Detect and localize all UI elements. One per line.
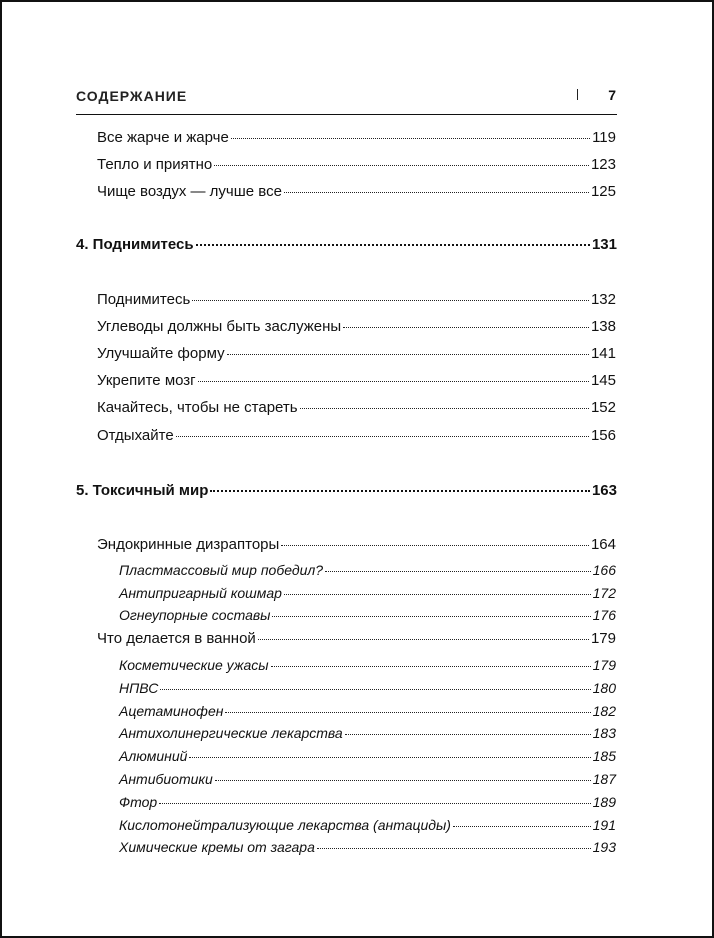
toc-entry-title: Качайтесь, чтобы не стареть bbox=[97, 399, 298, 416]
dot-leader bbox=[160, 689, 590, 690]
toc-entry-section bbox=[97, 345, 616, 362]
toc-entry-title: Пластмассовый мир победил? bbox=[119, 562, 324, 578]
toc-entry-subsection bbox=[119, 607, 616, 623]
toc-entry-title: Укрепите мозг bbox=[97, 372, 196, 389]
toc-entry-chapter bbox=[76, 236, 617, 253]
dot-leader bbox=[272, 616, 590, 617]
dot-leader bbox=[196, 244, 590, 246]
dot-leader bbox=[271, 666, 591, 667]
toc-entry-title: Фтор bbox=[119, 794, 158, 810]
toc-entry-title: Косметические ужасы bbox=[119, 657, 269, 673]
toc-entry-page: 152 bbox=[590, 399, 616, 416]
dot-leader bbox=[317, 848, 591, 849]
toc-entry-page: 172 bbox=[592, 585, 616, 601]
toc-entry-section bbox=[97, 399, 616, 416]
page-number: 7 bbox=[608, 87, 616, 103]
toc-entry-page: 179 bbox=[592, 657, 616, 673]
toc-entry-subsection bbox=[119, 725, 616, 741]
toc-entry-title: Что делается в ванной bbox=[97, 630, 256, 647]
toc-entry-page: 156 bbox=[590, 427, 616, 444]
toc-entry-title: Антихолинергические лекарства bbox=[119, 725, 343, 741]
toc-entry-title: Алюминий bbox=[119, 748, 188, 764]
toc-entry-page: 131 bbox=[591, 236, 617, 253]
toc-entry-page: 125 bbox=[590, 183, 616, 200]
toc-entry-title: Эндокринные дизрапторы bbox=[97, 536, 280, 553]
dot-leader bbox=[192, 300, 589, 301]
dot-leader bbox=[343, 327, 589, 328]
toc-entry-page: 193 bbox=[592, 839, 616, 855]
dot-leader bbox=[231, 138, 590, 139]
toc-entry-page: 182 bbox=[592, 703, 616, 719]
toc-entry-title: Углеводы должны быть заслужены bbox=[97, 318, 342, 335]
running-head-title: СОДЕРЖАНИЕ bbox=[76, 88, 188, 104]
toc-entry-subsection bbox=[119, 839, 616, 855]
dot-leader bbox=[258, 639, 589, 640]
dot-leader bbox=[325, 571, 591, 572]
dot-leader bbox=[198, 381, 589, 382]
toc-entry-chapter bbox=[76, 482, 617, 499]
toc-entry-section bbox=[97, 427, 616, 444]
toc-entry-section bbox=[97, 156, 616, 173]
dot-leader bbox=[284, 594, 591, 595]
toc-entry-page: 187 bbox=[592, 771, 616, 787]
toc-entry-title: Антибиотики bbox=[119, 771, 213, 787]
toc-entry-section bbox=[97, 129, 616, 146]
toc-entry-title: Поднимитесь bbox=[97, 291, 191, 308]
toc-entry-subsection bbox=[119, 680, 616, 696]
toc-entry-subsection bbox=[119, 748, 616, 764]
toc-entry-page: 185 bbox=[592, 748, 616, 764]
toc-entry-subsection bbox=[119, 657, 616, 673]
dot-leader bbox=[176, 436, 589, 437]
dot-leader bbox=[214, 165, 589, 166]
dot-leader bbox=[284, 192, 589, 193]
toc-entry-section bbox=[97, 630, 616, 647]
toc-entry-title: Отдыхайте bbox=[97, 427, 174, 444]
toc-entry-title: Химические кремы от загара bbox=[119, 839, 315, 855]
toc-entry-page: 163 bbox=[591, 482, 617, 499]
toc-entry-page: 189 bbox=[592, 794, 616, 810]
dot-leader bbox=[300, 408, 589, 409]
toc-entry-title: Кислотонейтрализующие лекарства (антациды) bbox=[119, 817, 451, 833]
toc-entry-page: 141 bbox=[590, 345, 616, 362]
toc-entry-title: Все жарче и жарче bbox=[97, 129, 229, 146]
dot-leader bbox=[281, 545, 589, 546]
toc-entry-page: 191 bbox=[592, 817, 616, 833]
toc-entry-page: 123 bbox=[590, 156, 616, 173]
toc-entry-title: 4. Поднимитесь bbox=[76, 236, 194, 253]
toc-entry-title: НПВС bbox=[119, 680, 159, 696]
toc-entry-page: 180 bbox=[592, 680, 616, 696]
toc-entry-section bbox=[97, 536, 616, 553]
running-head bbox=[76, 86, 616, 108]
toc-entry-title: Антипригарный кошмар bbox=[119, 585, 282, 601]
dot-leader bbox=[159, 803, 590, 804]
toc-entry-page: 179 bbox=[590, 630, 616, 647]
dot-leader bbox=[210, 490, 590, 492]
toc-entry-subsection bbox=[119, 794, 616, 810]
toc-entry-section bbox=[97, 372, 616, 389]
toc-entry-page: 145 bbox=[590, 372, 616, 389]
toc-entry-section bbox=[97, 291, 616, 308]
toc-entry-page: 166 bbox=[592, 562, 616, 578]
toc-entry-title: 5. Токсичный мир bbox=[76, 482, 209, 499]
toc-entry-section bbox=[97, 318, 616, 335]
dot-leader bbox=[453, 826, 591, 827]
dot-leader bbox=[227, 354, 589, 355]
toc-entry-section bbox=[97, 183, 616, 200]
header-rule bbox=[76, 114, 617, 115]
toc-entry-subsection bbox=[119, 585, 616, 601]
dot-leader bbox=[225, 712, 590, 713]
toc-entry-page: 183 bbox=[592, 725, 616, 741]
toc-entry-page: 132 bbox=[590, 291, 616, 308]
toc-entry-page: 176 bbox=[592, 607, 616, 623]
toc-entry-page: 119 bbox=[592, 129, 616, 146]
toc-entry-subsection bbox=[119, 771, 616, 787]
dot-leader bbox=[215, 780, 591, 781]
dot-leader bbox=[345, 734, 591, 735]
toc-entry-title: Улучшайте форму bbox=[97, 345, 225, 362]
toc-entry-title: Чище воздух — лучше все bbox=[97, 183, 282, 200]
toc-entry-subsection bbox=[119, 817, 616, 833]
toc-entry-subsection bbox=[119, 703, 616, 719]
toc-entry-title: Тепло и приятно bbox=[97, 156, 213, 173]
toc-entry-page: 164 bbox=[590, 536, 616, 553]
toc-entry-title: Ацетаминофен bbox=[119, 703, 224, 719]
toc-entry-subsection bbox=[119, 562, 616, 578]
toc-entry-page: 138 bbox=[590, 318, 616, 335]
running-head-separator bbox=[577, 89, 578, 100]
dot-leader bbox=[189, 757, 590, 758]
toc-entry-title: Огнеупорные составы bbox=[119, 607, 271, 623]
